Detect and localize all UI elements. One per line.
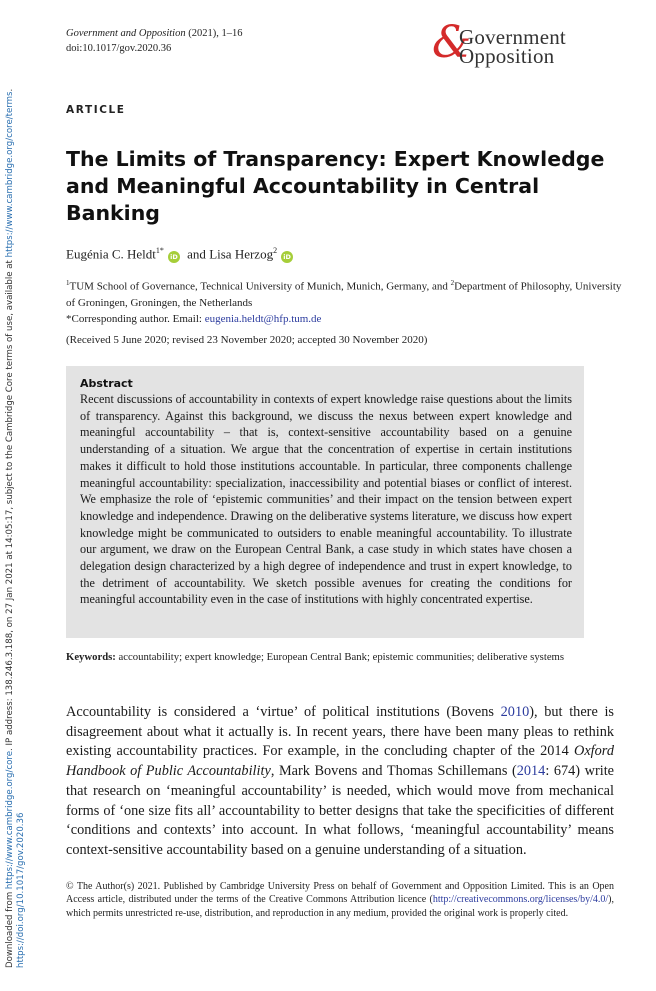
- body-paragraph: Accountability is considered a ‘virtue’ of political institutions (Bovens 2010), but there is disagreement about what it actually is. In recent years, there have been many pleas to rethink existing accountability practices. For example, in the concluding chapter of the 2014 Oxford Handbook of Public Accountability, Mark Bovens and Thomas Schillemans (2014: 674) write that research on ‘meaningful accountability’ is needed, which would move from mechanical forms of ‘one size fits all’ accountability to better designs that take the specificities of different ‘conditions and contexts’ into account. In what follows, ‘meaningful accountability’ means context-sensitive accountability based on a genuine understanding of a situation.: [66, 704, 615, 858]
- logo-ampersand-icon: &: [432, 17, 472, 68]
- cambridge-core-link[interactable]: https://www.cambridge.org/core: [5, 750, 15, 890]
- article-doi: doi:10.1017/gov.2020.36: [66, 43, 172, 54]
- journal-logo: [432, 17, 622, 68]
- download-notice: [3, 0, 27, 991]
- logo-word-opposition: Opposition: [459, 44, 555, 68]
- author-name: Eugénia C. Heldt: [66, 246, 156, 262]
- author-list: [66, 246, 297, 263]
- article-title: The Limits of Transparency: Expert Knowledge and Meaningful Accountability in Central Banking: [66, 147, 605, 225]
- license-link[interactable]: http://creativecommons.org/licenses/by/4.0/: [432, 894, 609, 906]
- license-notice: © The Author(s) 2021. Published by Cambridge University Press on behalf of Government and Opposition Limited. This is an Open Access article, distributed under the terms of the Creative Commons Attribution licence (http://creativecommons.org/licenses/by/4.0/), which permits unrestricted re-use, distribution, and reproduction in any medium, provided the original work is properly cited.: [66, 881, 614, 919]
- logo-word-government: Government: [459, 25, 566, 49]
- email-link[interactable]: eugenia.heldt@hfp.tum.de: [204, 312, 322, 325]
- abstract-box: [66, 366, 584, 638]
- keywords-label: Keywords:: [66, 651, 116, 663]
- article-type-label: ARTICLE: [66, 104, 126, 116]
- keywords: [66, 650, 614, 665]
- keywords-list: accountability; expert knowledge; European Central Bank; epistemic communities; deliberative systems: [115, 651, 565, 663]
- download-notice-line-2: [16, 813, 26, 968]
- orcid-icon[interactable]: iD: [281, 251, 293, 263]
- author-affiliation-mark: 2: [273, 246, 278, 255]
- journal-citation: [66, 26, 242, 56]
- author-connector: and: [187, 246, 206, 262]
- cambridge-terms-link[interactable]: https://www.cambridge.org/core/terms: [5, 91, 15, 258]
- abstract-text: Recent discussions of accountability in contexts of expert knowledge raise questions about the limits of transparency. Against this background, we discuss the nexus between expert knowledge and meaningful accountability – that is, context-sensitive accountability based on a genuine understanding of a situation. We argue that the concentration of expertise in certain institutions makes it difficult to hold those institutions accountable. In particular, three components challenge meaningful accountability: specialization, inaccessibility and potential biases or conflict of interest. We emphasize the role of ‘epistemic communities’ and their impact on the tension between expert knowledge and independence. Drawing on the deliberative systems literature, we discuss how expert knowledge might be communicated to outsiders to enable meaningful accountability. To illustrate our argument, we draw on the European Central Bank, a case study in which states have chosen a delegation design characterized by a high degree of independence and trust in expert knowledge, to the detriment of accountability. We sketch possible avenues for creating the conditions for meaningful accountability even in the case of institutions with highly concentrated expertise.: [80, 392, 572, 607]
- corresponding-author: *Corresponding author. Email: eugenia.heldt@hfp.tum.de: [66, 312, 322, 325]
- journal-name: Government and Opposition: [66, 28, 186, 39]
- download-notice-line-1: Downloaded from https://www.cambridge.org/core. IP address: 138.246.3.188, on 27 Jan 2021 at 14:05:17, subject to the Cambridge Core terms of use, available at https://www.cambridge.org/core/terms.: [5, 88, 15, 968]
- citation-link[interactable]: 2014: [516, 763, 546, 780]
- journal-year-pages: (2021), 1–16: [185, 28, 243, 39]
- received-dates: (Received 5 June 2020; revised 23 November 2020; accepted 30 November 2020): [66, 334, 428, 346]
- doi-link[interactable]: https://doi.org/10.1017/gov.2020.36: [16, 812, 26, 968]
- citation-link[interactable]: 2010: [500, 704, 530, 720]
- affiliations: $^1$TUM School of Governance, Technical University of Munich, Munich, Germany, and $^2$Department of Philosophy, University of Groningen, Groningen, the Netherlands *Corresponding author. Email: eugenia.heldt@hfp.tum.de: [66, 275, 626, 327]
- book-title: Oxford Handbook of Public Accountability: [66, 743, 614, 780]
- abstract-heading: Abstract: [80, 377, 133, 390]
- author-affiliation-mark: 1*: [155, 246, 164, 255]
- author-name: Lisa Herzog: [209, 246, 274, 262]
- orcid-icon[interactable]: iD: [168, 251, 180, 263]
